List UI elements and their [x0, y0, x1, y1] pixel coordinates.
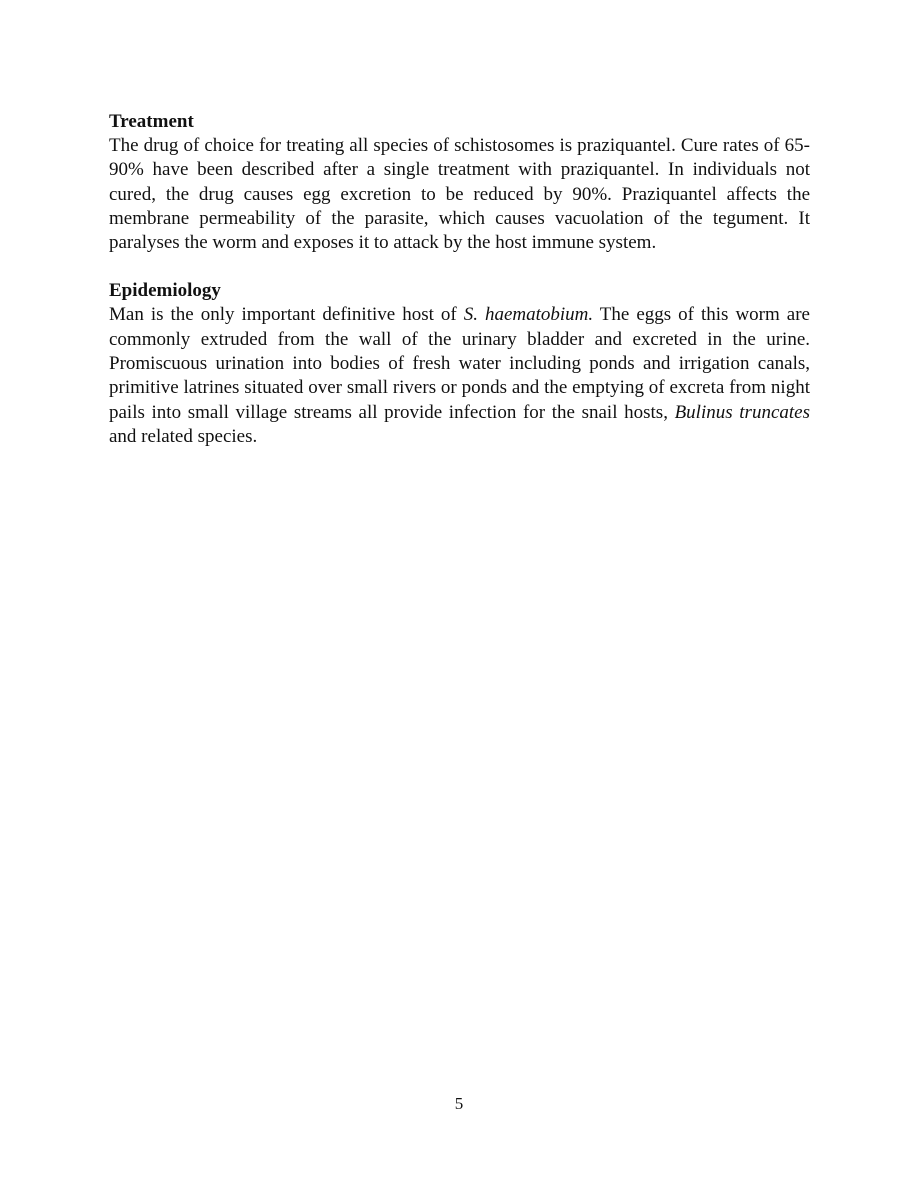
epidemiology-heading: Epidemiology — [109, 280, 221, 302]
page-body — [109, 110, 810, 473]
epidemiology-paragraph — [109, 303, 810, 449]
page-number: 5 — [454, 1094, 464, 1113]
treatment-heading: Treatment — [109, 111, 194, 132]
species-name-s-haematobium: S. haematobium. — [463, 304, 594, 326]
treatment-text: The drug of choice for treating all species of schistosomes is praziquantel. Cure rates of 65-90% have been described after a single treatment with praziquantel. In individuals not cured, the drug causes egg excretion to be reduced by 90%. Praziquantel affects the membrane permeability of the parasite, which causes vacuolation of the tegument. It paralyses the worm and exposes it to attack by the host immune system. — [109, 135, 810, 254]
treatment-section — [109, 110, 810, 255]
species-name-bulinus-truncates: Bulinus truncates — [674, 401, 810, 423]
epidemiology-text-2: The eggs of this worm are commonly extruded from the wall of the urinary bladder and excreted in the urine. Promiscuous urination into bodies of fresh water including ponds and irrigation canals, primitive latrines situated over small rivers or ponds and the emptying of excreta from night pails into small village streams all provide infection for the snail hosts, — [109, 304, 810, 423]
epidemiology-section — [109, 279, 810, 449]
epidemiology-text-3: and related species. — [109, 425, 258, 447]
epidemiology-text-1: Man is the only important definitive host of — [109, 304, 464, 326]
treatment-paragraph — [109, 134, 810, 255]
